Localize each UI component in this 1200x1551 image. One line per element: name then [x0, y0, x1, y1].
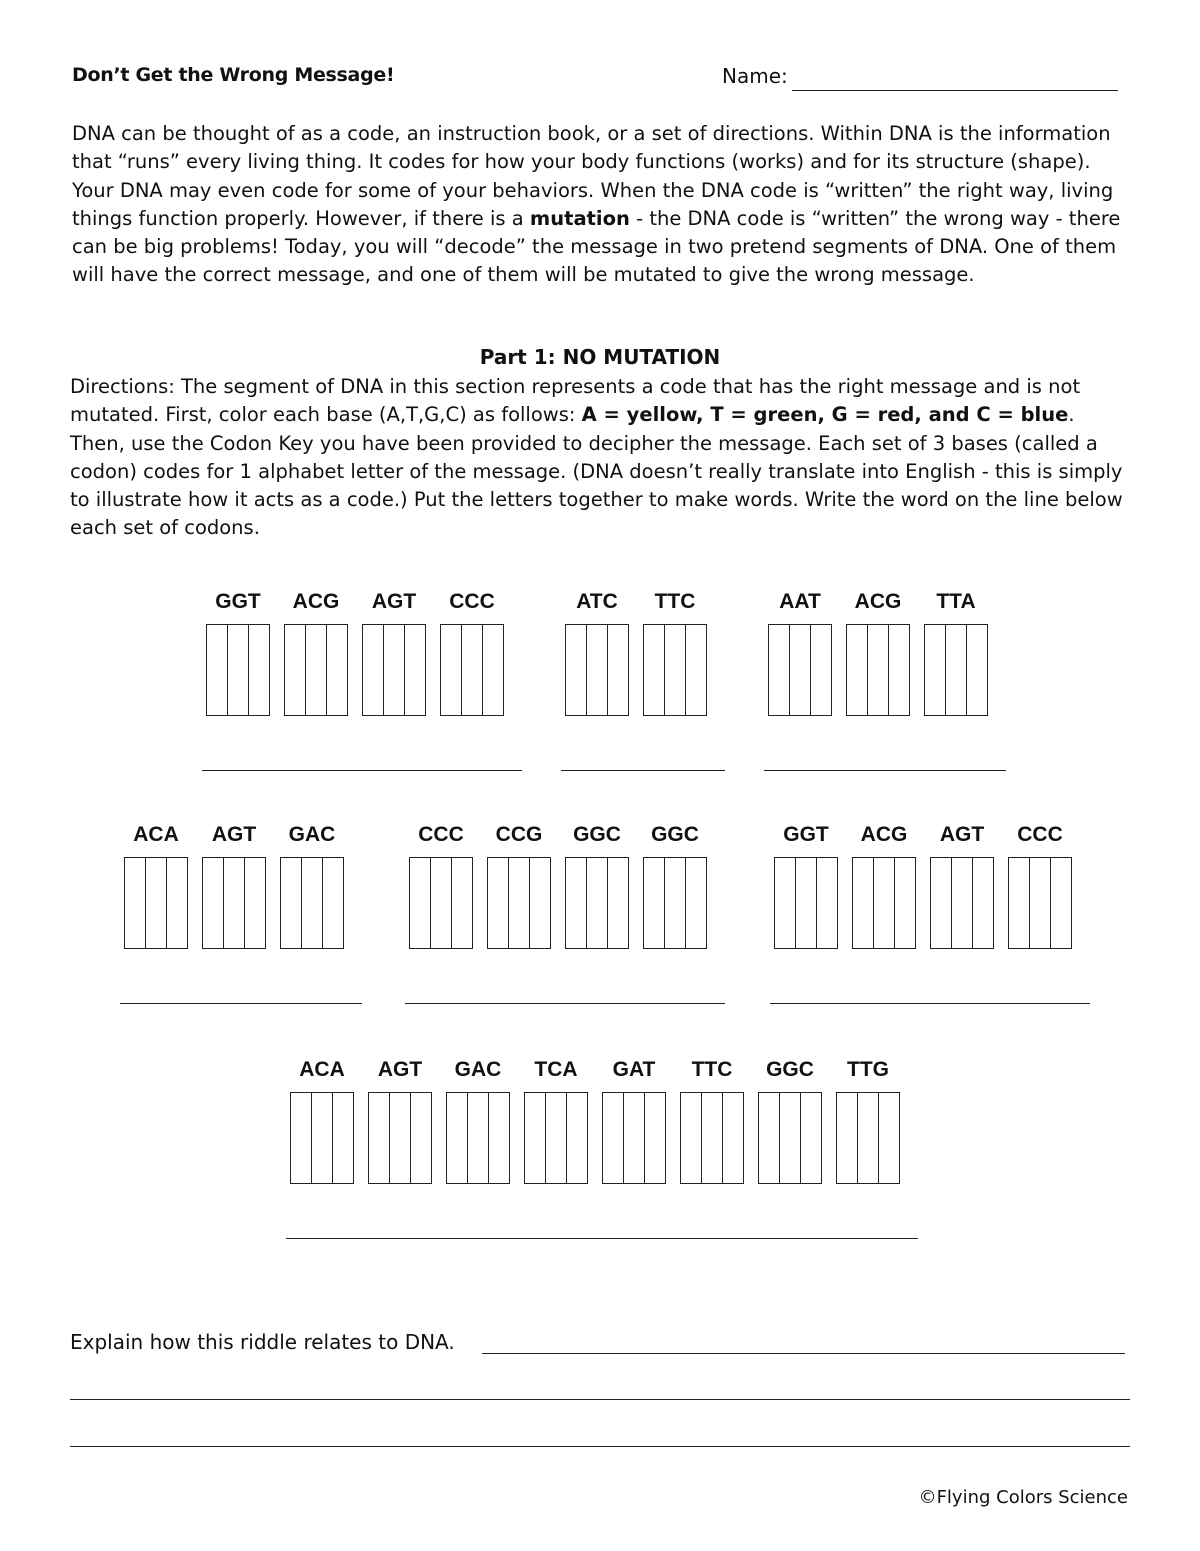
base-color-cell[interactable] [847, 625, 868, 715]
base-color-cell[interactable] [405, 625, 425, 715]
codon-base-boxes [202, 857, 266, 949]
base-color-cell[interactable] [796, 858, 817, 948]
codon-label: GGC [766, 1058, 814, 1081]
base-color-cell[interactable] [1051, 858, 1071, 948]
codon-label: TTC [691, 1058, 733, 1081]
intro-paragraph [72, 120, 1122, 290]
base-color-cell[interactable] [587, 858, 608, 948]
base-color-cell[interactable] [327, 625, 347, 715]
base-color-cell[interactable] [759, 1093, 780, 1183]
base-color-cell[interactable] [384, 625, 405, 715]
section-heading: Part 1: NO MUTATION [479, 345, 721, 369]
page-title: Don’t Get the Wrong Message! [72, 64, 395, 86]
codon-label: TCA [534, 1058, 578, 1081]
base-color-cell[interactable] [452, 858, 472, 948]
codon-base-boxes [280, 857, 344, 949]
codon-base-boxes [643, 857, 707, 949]
codon-label: GAC [288, 823, 336, 846]
codon-label: CCC [1017, 823, 1063, 846]
codon-label: ACA [133, 823, 179, 846]
base-color-cell[interactable] [775, 858, 796, 948]
base-color-cell[interactable] [566, 858, 587, 948]
explain-prompt: Explain how this riddle relates to DNA. [70, 1330, 455, 1354]
base-color-cell[interactable] [228, 625, 249, 715]
codon-base-boxes [930, 857, 994, 949]
base-color-cell[interactable] [686, 858, 706, 948]
base-color-cell[interactable] [811, 625, 831, 715]
base-color-cell[interactable] [245, 858, 265, 948]
explain-answer-line[interactable] [70, 1399, 1130, 1400]
base-color-cell[interactable] [281, 858, 302, 948]
codon-label: ACA [299, 1058, 345, 1081]
base-color-cell[interactable] [874, 858, 895, 948]
base-color-cell[interactable] [390, 1093, 411, 1183]
base-color-cell[interactable] [931, 858, 952, 948]
codon-base-boxes [440, 624, 504, 716]
explain-answer-line[interactable] [482, 1353, 1125, 1354]
codon-base-boxes [284, 624, 348, 716]
base-color-cell[interactable] [207, 625, 228, 715]
word-answer-line[interactable] [405, 1003, 725, 1004]
base-color-cell[interactable] [567, 1093, 587, 1183]
codon-base-boxes [565, 857, 629, 949]
base-color-cell[interactable] [369, 1093, 390, 1183]
codon-base-boxes [768, 624, 832, 716]
base-color-cell[interactable] [801, 1093, 821, 1183]
base-color-cell[interactable] [681, 1093, 702, 1183]
codon-base-boxes [846, 624, 910, 716]
codon-base-boxes [487, 857, 551, 949]
base-color-cell[interactable] [546, 1093, 567, 1183]
codon-label: CCG [495, 823, 543, 846]
codon-label: TTC [654, 590, 696, 613]
base-color-cell[interactable] [323, 858, 343, 948]
base-color-cell[interactable] [895, 858, 915, 948]
base-color-cell[interactable] [224, 858, 245, 948]
base-color-cell[interactable] [306, 625, 327, 715]
base-color-cell[interactable] [363, 625, 384, 715]
codon-base-boxes [368, 1092, 432, 1184]
base-color-cell[interactable] [566, 625, 587, 715]
base-color-cell[interactable] [769, 625, 790, 715]
codon-label: AGT [377, 1058, 423, 1081]
base-color-cell[interactable] [125, 858, 146, 948]
base-color-cell[interactable] [608, 858, 628, 948]
codon-base-boxes [124, 857, 188, 949]
base-color-cell[interactable] [285, 625, 306, 715]
base-color-cell[interactable] [249, 625, 269, 715]
base-color-cell[interactable] [624, 1093, 645, 1183]
base-color-cell[interactable] [686, 625, 706, 715]
base-color-cell[interactable] [411, 1093, 431, 1183]
base-color-cell[interactable] [608, 625, 628, 715]
base-color-cell[interactable] [889, 625, 909, 715]
base-color-cell[interactable] [780, 1093, 801, 1183]
base-color-cell[interactable] [312, 1093, 333, 1183]
codon-label: GGT [783, 823, 829, 846]
base-color-cell[interactable] [853, 858, 874, 948]
base-color-cell[interactable] [489, 1093, 509, 1183]
base-color-cell[interactable] [509, 858, 530, 948]
codon-label: GGC [651, 823, 699, 846]
base-color-cell[interactable] [837, 1093, 858, 1183]
codon-base-boxes [446, 1092, 510, 1184]
codon-label: ACG [854, 590, 902, 613]
codon-label: CCC [449, 590, 495, 613]
intro-text-b: - the DNA code is “written” the wrong way - there can be big problems! Today, you will “decode” the message in two pretend segments of DNA. One of them will have the correct message, and one of them will be mutated to give the wrong message. [72, 206, 1121, 287]
base-color-cell[interactable] [333, 1093, 353, 1183]
word-answer-line[interactable] [120, 1003, 362, 1004]
codon-label: TTA [936, 590, 976, 613]
base-color-cell[interactable] [530, 858, 550, 948]
codon-label: AGT [211, 823, 257, 846]
copyright-footer: ©Flying Colors Science [918, 1487, 1128, 1508]
codon-base-boxes [290, 1092, 354, 1184]
base-color-cell[interactable] [167, 858, 187, 948]
codon-label: GGT [215, 590, 261, 613]
codon-base-boxes [524, 1092, 588, 1184]
word-answer-line[interactable] [764, 770, 1006, 771]
directions-text-a: Directions: The segment of DNA in this section represents a code that has the right message and is not mutated. First, color each base (A,T,G,C) as follows: [70, 375, 1081, 427]
codon-base-boxes [852, 857, 916, 949]
codon-base-boxes [565, 624, 629, 716]
codon-label: AGT [939, 823, 985, 846]
color-key: A = yellow, T = green, G = red, and C = blue [581, 403, 1069, 427]
codon-base-boxes [680, 1092, 744, 1184]
codon-base-boxes [362, 624, 426, 716]
codon-base-boxes [924, 624, 988, 716]
codon-label: ACG [860, 823, 908, 846]
base-color-cell[interactable] [952, 858, 973, 948]
word-answer-line[interactable] [561, 770, 725, 771]
base-color-cell[interactable] [645, 1093, 665, 1183]
base-color-cell[interactable] [447, 1093, 468, 1183]
base-color-cell[interactable] [146, 858, 167, 948]
base-color-cell[interactable] [702, 1093, 723, 1183]
base-color-cell[interactable] [644, 858, 665, 948]
base-color-cell[interactable] [644, 625, 665, 715]
codon-base-boxes [602, 1092, 666, 1184]
base-color-cell[interactable] [790, 625, 811, 715]
codon-base-boxes [206, 624, 270, 716]
name-label: Name: [722, 64, 788, 88]
explain-answer-line[interactable] [70, 1446, 1130, 1447]
directions-paragraph [70, 373, 1130, 543]
base-color-cell[interactable] [723, 1093, 743, 1183]
base-color-cell[interactable] [587, 625, 608, 715]
base-color-cell[interactable] [1009, 858, 1030, 948]
base-color-cell[interactable] [665, 625, 686, 715]
intro-text-a: DNA can be thought of as a code, an instruction book, or a set of directions. Within DNA is the information that “runs” every living thing. It codes for how your body functions (works) and for its structure (shape). Your DNA may even code for some of your behaviors. When the DNA code is “written” the right way, living things function properly. However, if there is a [72, 122, 1114, 230]
base-color-cell[interactable] [302, 858, 323, 948]
codon-label: GAC [454, 1058, 502, 1081]
codon-label: TTG [847, 1058, 889, 1081]
base-color-cell[interactable] [410, 858, 431, 948]
codon-base-boxes [836, 1092, 900, 1184]
base-color-cell[interactable] [462, 625, 483, 715]
base-color-cell[interactable] [858, 1093, 879, 1183]
base-color-cell[interactable] [1030, 858, 1051, 948]
codon-base-boxes [409, 857, 473, 949]
word-answer-line[interactable] [770, 1003, 1090, 1004]
base-color-cell[interactable] [817, 858, 837, 948]
base-color-cell[interactable] [483, 625, 503, 715]
codon-label: ATC [576, 590, 618, 613]
base-color-cell[interactable] [603, 1093, 624, 1183]
codon-label: AAT [779, 590, 821, 613]
base-color-cell[interactable] [967, 625, 987, 715]
base-color-cell[interactable] [468, 1093, 489, 1183]
base-color-cell[interactable] [973, 858, 993, 948]
base-color-cell[interactable] [665, 858, 686, 948]
base-color-cell[interactable] [431, 858, 452, 948]
base-color-cell[interactable] [925, 625, 946, 715]
codon-label: GAT [612, 1058, 656, 1081]
codon-label: ACG [292, 590, 340, 613]
base-color-cell[interactable] [525, 1093, 546, 1183]
base-color-cell[interactable] [488, 858, 509, 948]
directions-text-b: . Then, use the Codon Key you have been provided to decipher the message. Each set of 3 bases (called a codon) codes for 1 alphabet letter of the message. (DNA doesn’t really translate into English - this is simply to illustrate how it acts as a code.) Put the letters together to make words. Write the word on the line below each set of codons. [70, 403, 1123, 540]
intro-text-bold: mutation [529, 206, 630, 230]
base-color-cell[interactable] [868, 625, 889, 715]
codon-label: GGC [573, 823, 621, 846]
codon-base-boxes [774, 857, 838, 949]
base-color-cell[interactable] [203, 858, 224, 948]
name-answer-line[interactable] [792, 90, 1118, 91]
base-color-cell[interactable] [879, 1093, 899, 1183]
base-color-cell[interactable] [291, 1093, 312, 1183]
base-color-cell[interactable] [441, 625, 462, 715]
word-answer-line[interactable] [202, 770, 522, 771]
codon-base-boxes [758, 1092, 822, 1184]
codon-label: CCC [418, 823, 464, 846]
base-color-cell[interactable] [946, 625, 967, 715]
codon-base-boxes [643, 624, 707, 716]
codon-base-boxes [1008, 857, 1072, 949]
word-answer-line[interactable] [286, 1238, 918, 1239]
codon-label: AGT [371, 590, 417, 613]
